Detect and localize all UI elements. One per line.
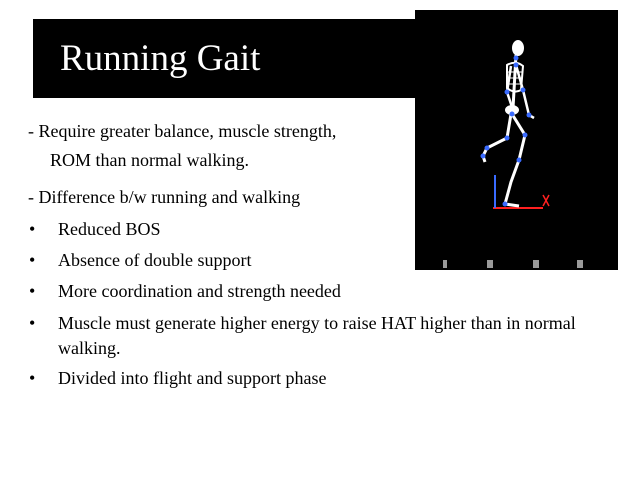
dash-item: - Difference b/w running and walking — [28, 187, 301, 207]
slide-title: Running Gait — [60, 38, 261, 79]
skull — [512, 40, 524, 56]
dash-item-continuation: ROM than normal walking. — [50, 150, 249, 170]
title-bar — [33, 19, 423, 98]
dash-item: - Require greater balance, muscle strength, — [28, 121, 337, 141]
